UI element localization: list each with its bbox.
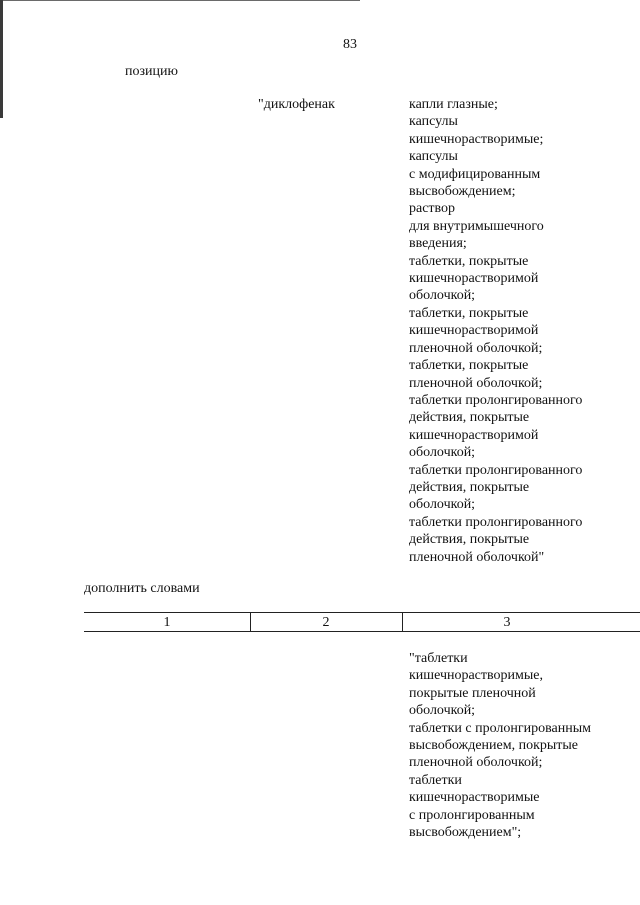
old-form-line: с модифицированным	[409, 166, 541, 182]
old-form-line: таблетки, покрытые	[409, 253, 529, 269]
new-form-line: высвобождением, покрытые	[409, 738, 579, 754]
old-form-line: кишечнорастворимые;	[409, 131, 544, 147]
old-form-line: для внутримышечного	[409, 218, 544, 234]
new-form-line: оболочкой;	[409, 703, 476, 719]
column-number-3: 3	[503, 615, 511, 630]
old-form-line: действия, покрытые	[409, 532, 530, 548]
old-form-line: пленочной оболочкой;	[409, 375, 543, 391]
table-top-rule	[84, 612, 640, 613]
old-form-line: капсулы	[409, 149, 458, 165]
new-dosage-forms	[409, 650, 591, 841]
old-form-line: оболочкой;	[409, 497, 476, 513]
scan-top-border	[0, 0, 360, 1]
old-form-line: капсулы	[409, 114, 458, 130]
new-form-line: кишечнорастворимые,	[409, 668, 544, 684]
old-form-line: таблетки пролонгированного	[409, 514, 583, 530]
table-header	[84, 612, 640, 632]
new-form-line: таблетки	[409, 772, 462, 788]
scan-left-edge	[0, 0, 3, 118]
intro-word: позицию	[125, 64, 178, 79]
new-form-line: с пролонгированным	[409, 807, 535, 823]
new-form-line: таблетки с пролонгированным	[409, 720, 592, 736]
new-form-line: пленочной оболочкой;	[409, 755, 543, 771]
old-drug-name: "диклофенак	[258, 97, 335, 112]
old-form-line: кишечнорастворимой	[409, 271, 539, 287]
page-number: 83	[343, 37, 357, 52]
old-form-line: таблетки пролонгированного	[409, 462, 583, 478]
old-form-line: таблетки, покрытые	[409, 305, 529, 321]
old-form-line: оболочкой;	[409, 445, 476, 461]
old-form-line: действия, покрытые	[409, 410, 530, 426]
old-form-line: действия, покрытые	[409, 479, 530, 495]
old-form-line: высвобождением;	[409, 184, 516, 200]
old-form-line: кишечнорастворимой	[409, 427, 539, 443]
old-form-line: капли глазные;	[409, 97, 498, 112]
column-number-1: 1	[163, 615, 171, 630]
old-dosage-forms	[409, 96, 582, 566]
old-form-line: пленочной оболочкой"	[409, 549, 545, 565]
new-form-line: покрытые пленочной	[409, 685, 536, 701]
old-form-line: кишечнорастворимой	[409, 323, 539, 339]
old-form-line: таблетки пролонгированного	[409, 392, 583, 408]
new-form-line: высвобождением";	[409, 825, 522, 841]
old-form-line: введения;	[409, 236, 467, 252]
column-number-2: 2	[322, 615, 330, 630]
old-form-line: пленочной оболочкой;	[409, 340, 543, 356]
old-form-line: оболочкой;	[409, 288, 476, 304]
new-form-line: "таблетки	[409, 651, 468, 666]
new-form-line: кишечнорастворимые	[409, 790, 540, 806]
old-form-line: таблетки, покрытые	[409, 358, 529, 374]
old-form-line: раствор	[409, 201, 456, 217]
instruction-text: дополнить словами	[84, 581, 200, 596]
